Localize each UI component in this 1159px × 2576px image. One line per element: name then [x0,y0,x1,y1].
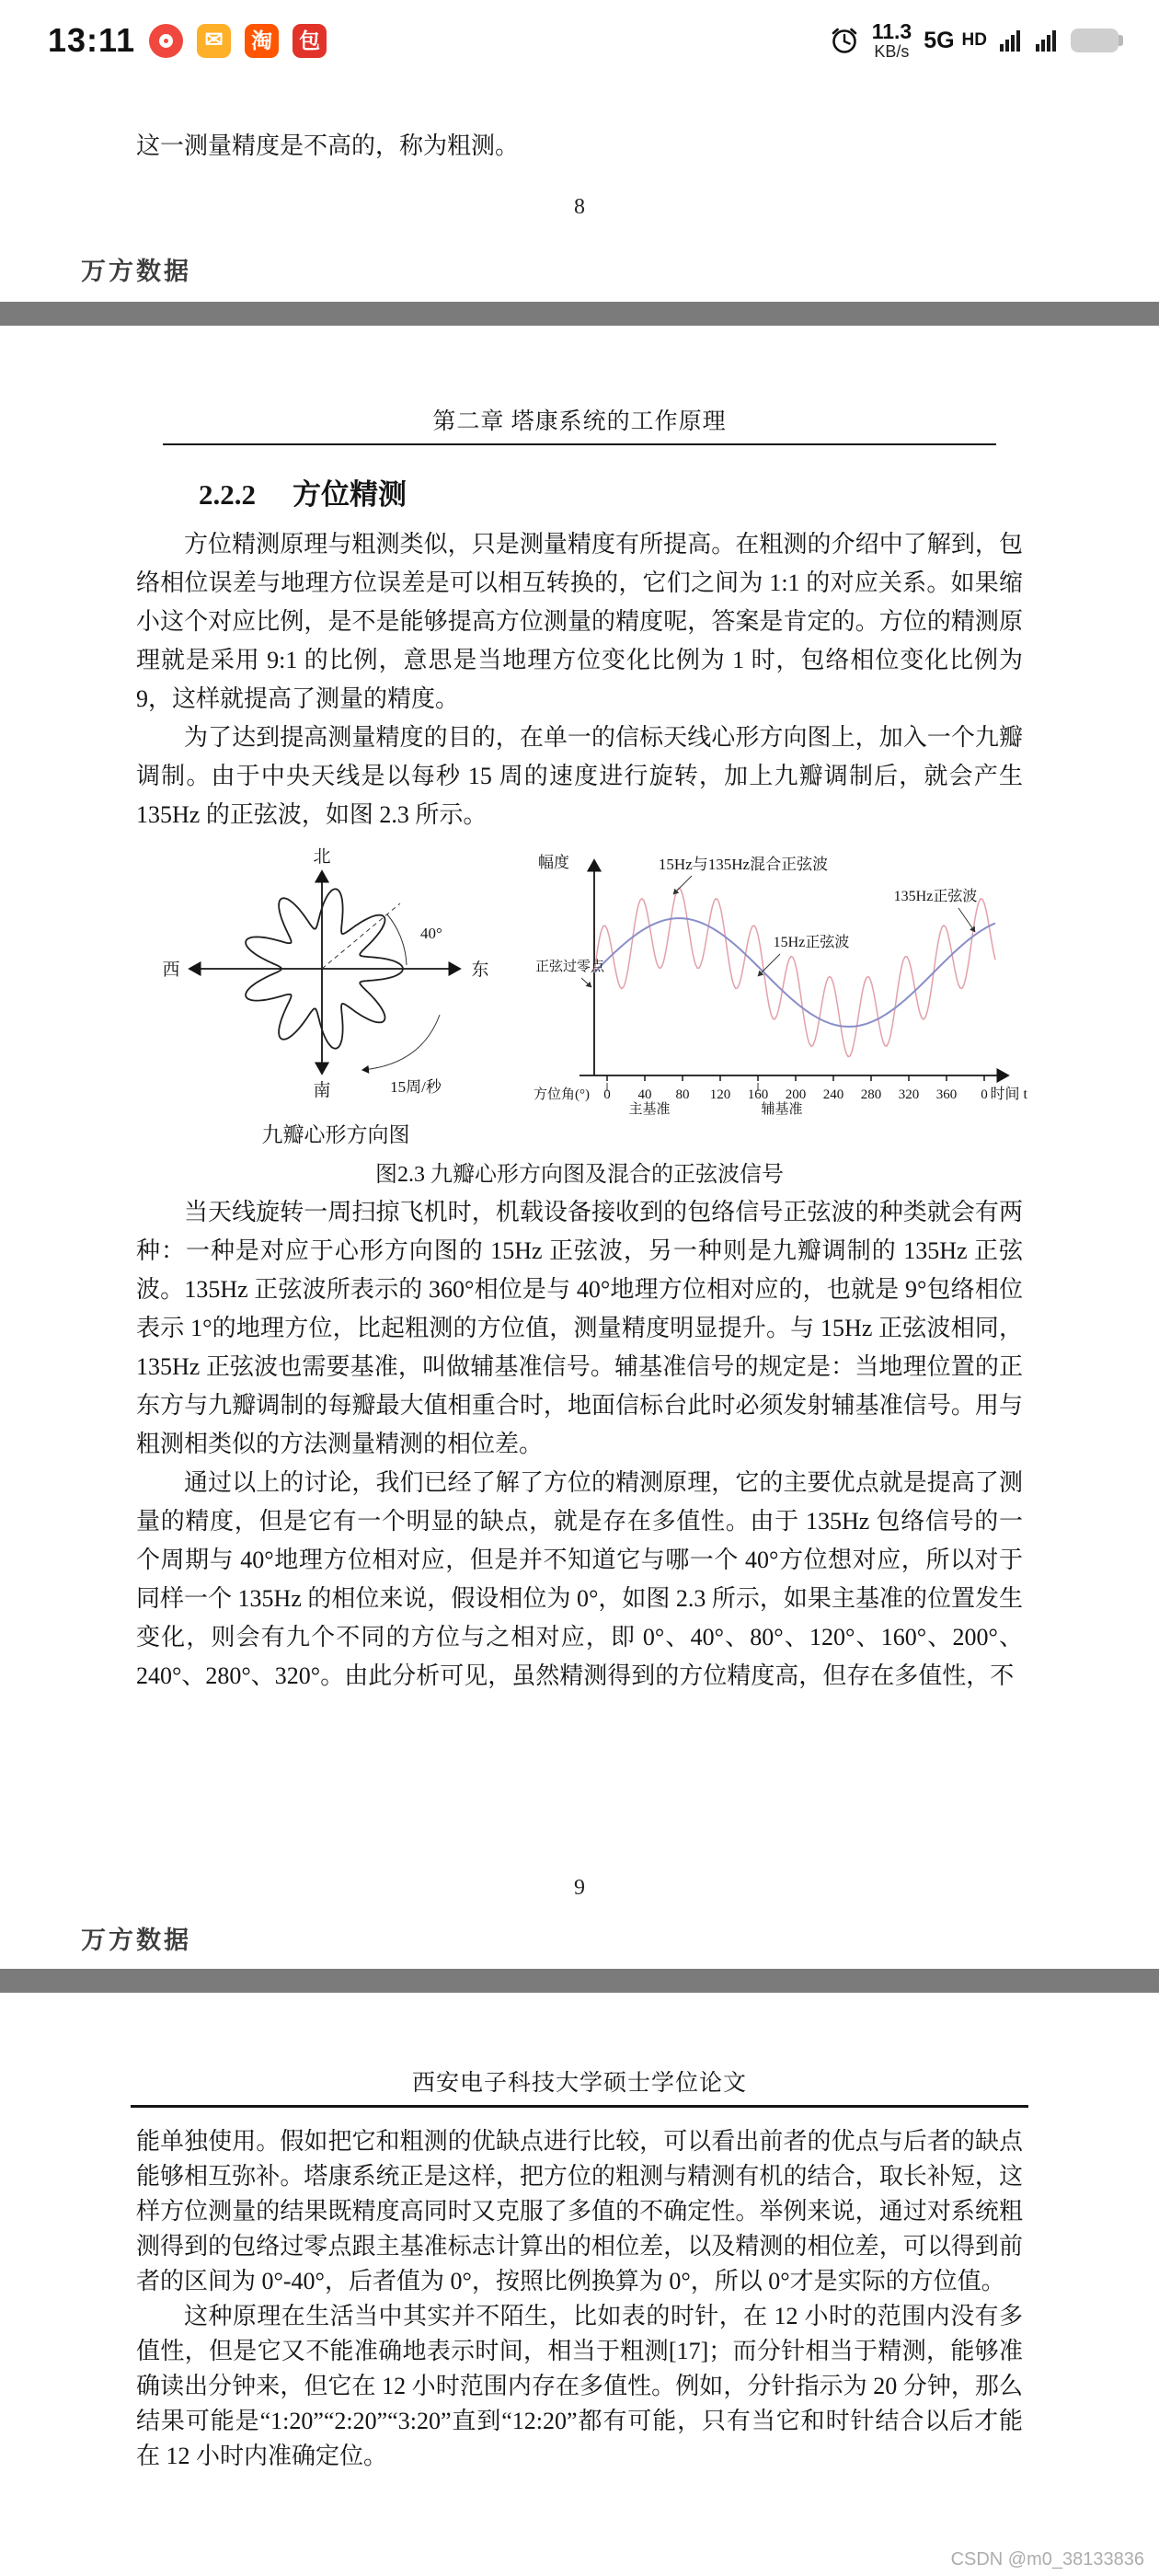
section-heading [199,471,1159,512]
weibo-notification-icon [149,24,183,58]
aux-reference-label: 辅基准 [761,1102,803,1116]
status-bar-right [829,20,1126,60]
page-number-8: 8 [574,195,585,219]
y-axis-label: 幅度 [538,854,569,871]
page-gap [0,302,1159,326]
parcel-notification-icon: 包 [293,24,327,58]
network-speed-unit: KB/s [874,41,910,61]
section-number: 2.2.2 [199,478,256,511]
cardioid-subcaption: 九瓣心形方向图 [261,1123,410,1146]
wanfang-watermark: 万方数据 [81,258,191,285]
time-axis-label: 时间 t [990,1087,1027,1102]
body-paragraph-1: 方位精测原理与粗测类似，只是测量精度有所提高。在粗测的介绍中了解到，包络相位误差与地理方位误差是可以相互转换的，它们之间为 1:1 的对应关系。如果缩小这个对应比例，是不是能够提高方位测量的精度呢，答案是肯定的。方位的精测原理就是采用 9:1 的比例，意思是当地理方位变化比例为 1 时，包络相位变化比例为 9，这样就提高了测量的精度。 [136,531,1023,712]
cardioid-pattern-svg [138,844,534,1116]
pdf-page-10 [0,1993,1159,2576]
compass-east-label: 东 [471,960,489,980]
status-bar [0,0,1159,81]
weibo-icon [159,34,173,48]
thesis-header: 西安电子科技大学硕士学位论文 [411,2071,747,2096]
lf-wave-annotation: 15Hz正弦波 [773,935,850,950]
figure-caption: 图2.3 九瓣心形方向图及混合的正弦波信号 [375,1163,784,1187]
network-speed-value: 11.3 [871,19,912,44]
rotation-rate-label: 15周/秒 [390,1078,442,1096]
svg-text:120: 120 [709,1087,731,1102]
mixed-wave-annotation: 15Hz与135Hz混合正弦波 [658,856,829,873]
body-paragraph-2: 为了达到提高测量精度的目的，在单一的信标天线心形方向图上，加入一个九瓣调制。由于中央天线是以每秒 15 周的速度进行旋转，加上九瓣调制后，就会产生 135Hz 的正弦波，如图 2.3 所示。 [136,724,1023,828]
network-type-label: 5G [924,27,955,53]
svg-text:80: 80 [675,1087,690,1102]
page8-last-line: 这一测量精度是不高的，称为粗测。 [136,132,520,159]
page-gap [0,1969,1159,1993]
mixed-wave-arrow [673,876,692,894]
body-paragraph-3: 当天线旋转一周扫掠飞机时，机载设备接收到的包络信号正弦波的种类就会有两种：一种是对应于心形方向图的 15Hz 正弦波，另一种则是九瓣调制的 135Hz 正弦波。135Hz 正弦波所表示的 360°相位是与 40°地理方位相对应的，也就是 9°包络相位表示 1°的地理方位，比起粗测的方位值，测量精度明显提升。与 15Hz 正弦波相同，135Hz 正弦波也需要基准，叫做辅基准信号。辅基准信号的规定是：当地理位置的正东方与九瓣调制的每瓣最大值相重合时，地面信标台此时必须发射辅基准信号。用与粗测相类似的方法测量精测的相位差。 [136,1199,1023,1457]
x-axis-label: 方位角(°) [534,1087,590,1102]
rotation-arrow [362,1015,440,1070]
wanfang-watermark: 万方数据 [81,1926,191,1954]
x-tick-labels [603,1075,988,1102]
svg-text:320: 320 [898,1087,920,1102]
mail-notification-icon: ✉ [197,24,231,58]
mixed-wave-path [594,888,995,1056]
chapter-header: 第二章 塔康系统的工作原理 [432,409,727,434]
alarm-clock-icon [829,25,860,56]
zero-crossing-arrow [581,978,591,987]
pdf-page-9 [0,326,1159,1969]
page10-body [0,2124,1159,2474]
battery-icon [1071,29,1119,52]
status-time: 13:11 [48,21,136,59]
hd-voice-label: HD [961,30,987,50]
figure-2-3 [138,844,1159,1148]
header-rule [163,443,996,445]
compass-north-label: 北 [313,847,331,867]
svg-text:240: 240 [822,1087,844,1102]
compass-south-label: 南 [313,1081,331,1100]
section-name: 方位精测 [293,478,407,511]
svg-text:0: 0 [981,1087,988,1102]
signal-bars-sim1-icon [999,29,1023,52]
svg-text:360: 360 [935,1087,958,1102]
header-rule [131,2105,1028,2108]
svg-text:40: 40 [637,1087,652,1102]
battery-nub [1119,35,1123,46]
body-paragraph-6: 这种原理在生活当中其实并不陌生，比如表的时针，在 12 小时的范围内没有多值性，但是它又不能准确地表示时间，相当于粗测[17]；而分针相当于精测，能够准确读出分钟来，但它在 12 小时范围内存在多值性。例如，分针指示为 20 分钟，那么结果可能是“1:20”“2:20”“3:20”直到“12:20”都有可能，只有当它和时针结合以后才能在 12 小时内准确定位。 [136,2303,1023,2469]
sine-wave-diagram [534,844,1030,1116]
hf-wave-arrow [958,908,975,932]
main-reference-label: 主基准 [628,1102,671,1116]
svg-text:0: 0 [603,1087,611,1102]
page-number-9: 9 [574,1876,585,1900]
svg-text:280: 280 [860,1087,882,1102]
body-paragraph-4: 通过以上的讨论，我们已经了解了方位的精测原理，它的主要优点就是提高了测量的精度，但是它有一个明显的缺点，就是存在多值性。由于 135Hz 包络信号的一个周期与 40°地理方位相对应，但是并不知道它与哪一个 40°方位想对应，所以对于同样一个 135Hz 的相位来说，假设相位为 0°，如图 2.3 所示，如果主基准的位置发生变化，则会有九个不同的方位与之相对应，即 0°、40°、80°、120°、160°、200°、240°、280°、320°。由此分析可见，虽然精测得到的方位精度高，但存在多值性，不 [136,1469,1023,1689]
csdn-watermark: CSDN @m0_38133836 [950,2549,1144,2570]
svg-text:160: 160 [747,1087,769,1102]
hf-wave-annotation: 135Hz正弦波 [893,889,978,904]
taobao-notification-icon: 淘 [245,24,279,58]
cardioid-pattern-diagram [138,844,534,1148]
signal-bars-sim2-icon [1035,29,1059,52]
network-speed [872,20,912,60]
status-bar-left [48,21,327,60]
compass-west-label: 西 [162,960,180,980]
petal-angle-label: 40° [420,925,442,942]
petal-angle-arc [387,914,407,965]
pdf-viewer[interactable] [0,81,1159,2576]
body-paragraph-5: 能单独使用。假如把它和粗测的优缺点进行比较，可以看出前者的优点与后者的缺点能够相互弥补。塔康系统正是这样，把方位的粗测与精测有机的结合，取长补短，这样方位测量的结果既精度高同时又克服了多值的不确定性。举例来说，通过对系统粗测得到的包络过零点跟主基准标志计算出的相位差，以及精测的相位差，可以得到前者的区间为 0°-40°，后者值为 0°，按照比例换算为 0°，所以 0°才是实际的方位值。 [136,2128,1023,2294]
pdf-page-8 [0,81,1159,302]
sine-wave-svg [534,844,1030,1116]
zero-crossing-annotation: 正弦过零点 [535,960,605,974]
svg-text:200: 200 [785,1087,807,1102]
